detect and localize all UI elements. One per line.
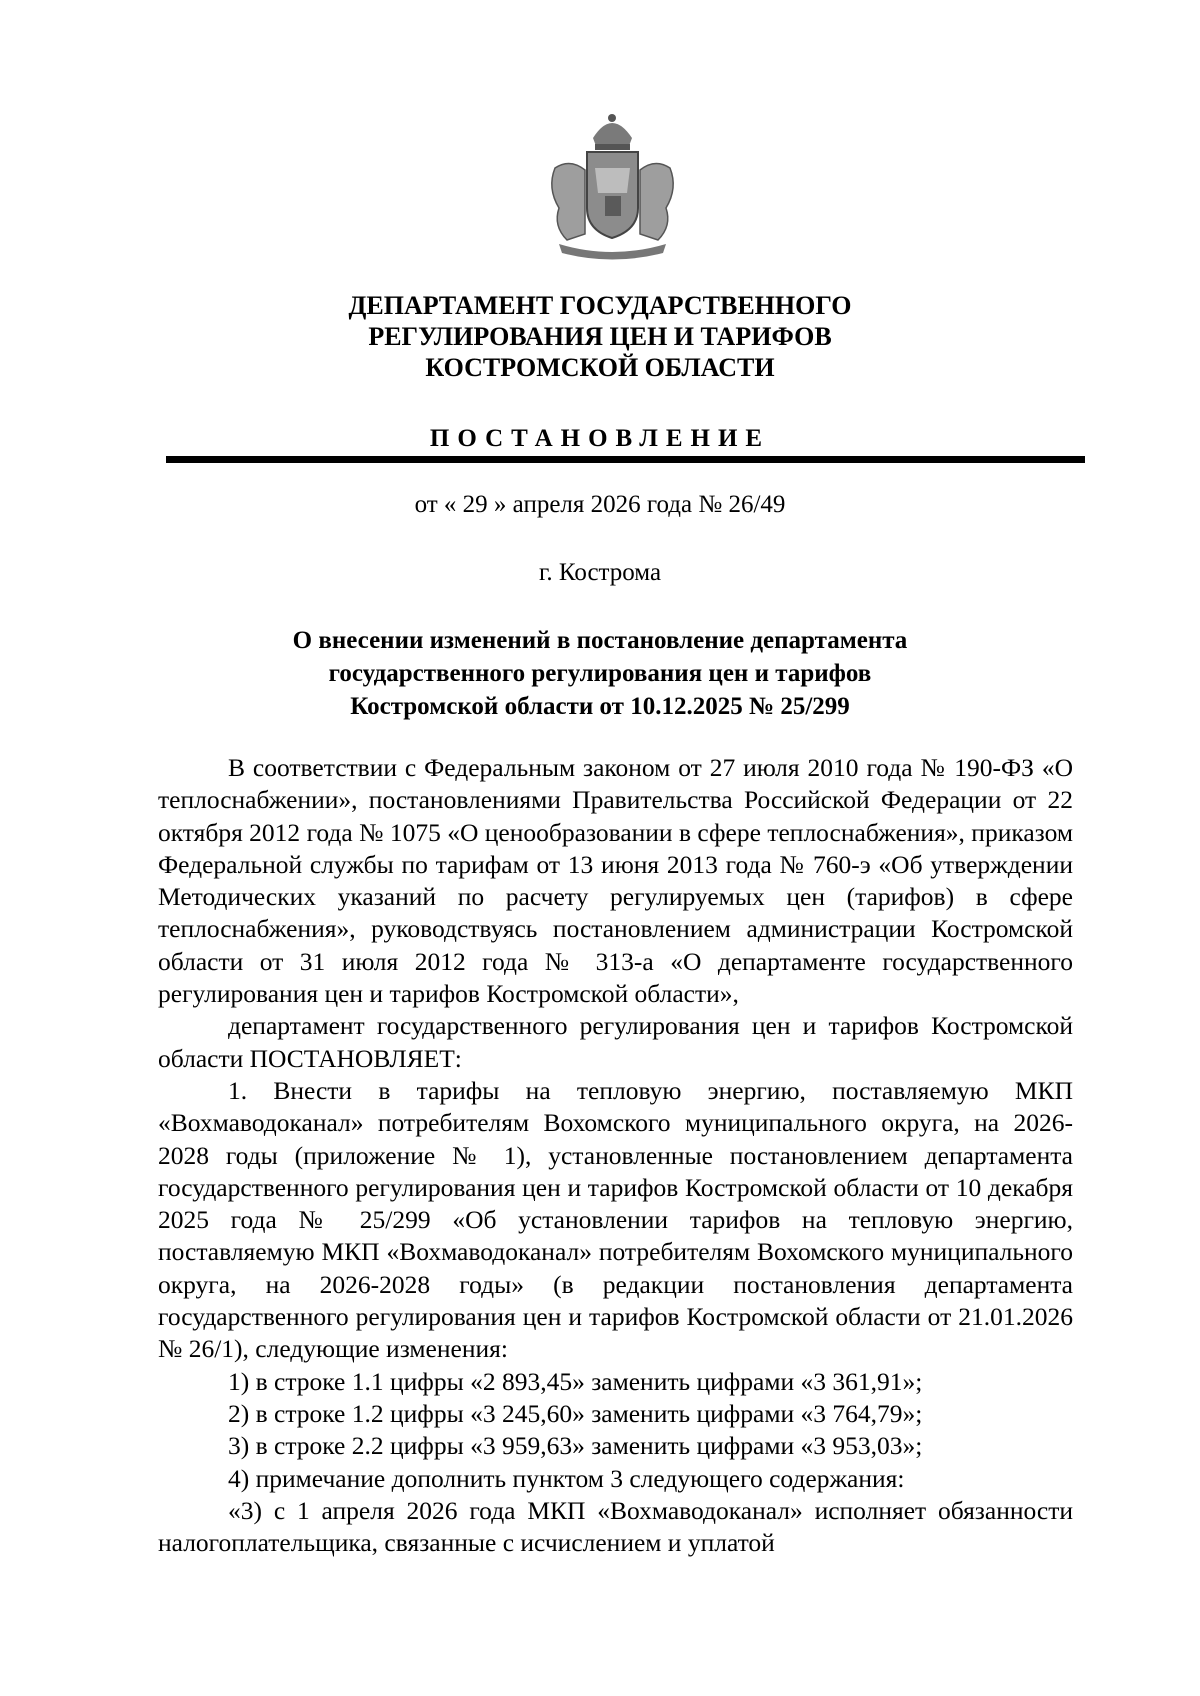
subitem-2: 2) в строке 1.2 цифры «3 245,60» заменить цифрами «3 764,79»; [228,1398,923,1428]
kostroma-coat-of-arms-icon [545,108,680,263]
subject-line: государственного регулирования цен и тарифов [328,660,872,687]
item-1-paragraph: 1. Внести в тарифы на тепловую энергию, поставляемую МКП «Вохмаводоканал» потребителям Вохомского муниципального округа, на 2026-2028 годы (приложение № 1), установленные постановлением департамента государственного регулирования цен и тарифов Костромской области от 10 декабря 2025 года № 25/299 «Об установлении тарифов на тепловую энергию, поставляемую МКП «Вохмаводоканал» потребителям Вохомского муниципального округа, на 2026-2028 годы» (в редакции постановления департамента государственного регулирования цен и тарифов Костромской области от 21.01.2026 № 26/1), следующие изменения: [158,1075,1073,1364]
decree-date-number: от « 29 » апреля 2026 года № 26/49 [414,491,786,518]
subject-line: Костромской области от 10.12.2025 № 25/299 [350,693,850,720]
decree-subject [0,624,1200,723]
subitem-4: 4) примечание дополнить пунктом 3 следующего содержания: [228,1463,905,1493]
resolves-paragraph: департамент государственного регулирования цен и тарифов Костромской области ПОСТАНОВЛЯЕТ: [158,1011,1073,1073]
department-title-line: ДЕПАРТАМЕНТ ГОСУДАРСТВЕННОГО [348,291,852,320]
subitem-1: 1) в строке 1.1 цифры «2 893,45» заменить цифрами «3 361,91»; [228,1366,923,1396]
department-title-line: РЕГУЛИРОВАНИЯ ЦЕН И ТАРИФОВ [368,322,832,351]
department-title [0,290,1200,383]
coat-of-arms-emblem [545,108,680,263]
note-3-paragraph: «3) с 1 апреля 2026 года МКП «Вохмаводоканал» исполняет обязанности налогоплательщика, связанные с исчислением и уплатой [158,1495,1073,1558]
document-type: ПОСТАНОВЛЕНИЕ [429,425,771,452]
subitem-3: 3) в строке 2.2 цифры «3 959,63» заменить цифрами «3 953,03»; [228,1431,923,1461]
decree-body [158,752,1073,1559]
preamble-paragraph: В соответствии с Федеральным законом от 27 июля 2010 года № 190-ФЗ «О теплоснабжении», постановлениями Правительства Российской Федерации от 22 октября 2012 года № 1075 «О ценообразовании в сфере теплоснабжения», приказом Федеральной службы по тарифам от 13 июня 2013 года № 760-э «Об утверждении Методических указаний по расчету регулируемых цен (тарифов) в сфере теплоснабжения», руководствуясь постановлением администрации Костромской области от 31 июля 2012 года № 313-а «О департаменте государственного регулирования цен и тарифов Костромской области», [158,753,1073,1009]
issue-city: г. Кострома [538,559,662,586]
header-divider [166,456,1085,463]
department-title-line: КОСТРОМСКОЙ ОБЛАСТИ [425,353,775,382]
subject-line: О внесении изменений в постановление департамента [292,627,908,654]
